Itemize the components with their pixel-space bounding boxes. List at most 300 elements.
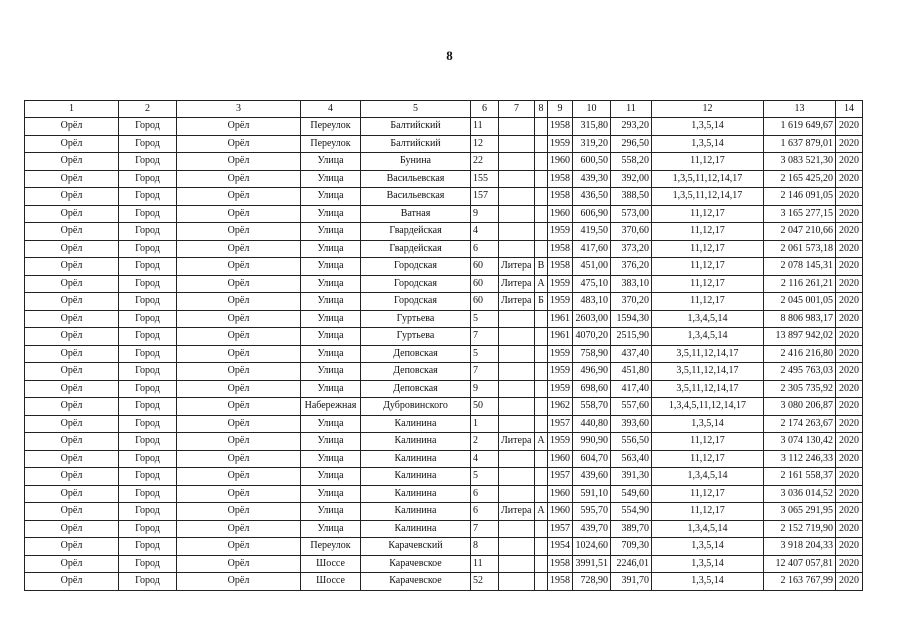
- cell-cost: 12 407 057,81: [764, 555, 836, 573]
- cell-work-types: 11,12,17: [652, 450, 764, 468]
- cell-living-area: 573,00: [611, 205, 652, 223]
- cell-year-built: 1962: [548, 398, 573, 416]
- cell-settlement: Орёл: [177, 293, 301, 311]
- cell-settlement: Орёл: [177, 485, 301, 503]
- cell-settlement-type: Город: [119, 258, 177, 276]
- cell-house-number: 12: [471, 135, 499, 153]
- cell-year-built: 1957: [548, 520, 573, 538]
- cell-city: Орёл: [25, 223, 119, 241]
- cell-city: Орёл: [25, 485, 119, 503]
- cell-settlement: Орёл: [177, 520, 301, 538]
- cell-settlement-type: Город: [119, 503, 177, 521]
- table-row: [25, 555, 863, 573]
- cell-living-area: 393,60: [611, 415, 652, 433]
- cell-street-type: Улица: [301, 380, 361, 398]
- cell-year-built: 1958: [548, 188, 573, 206]
- cell-year-built: 1958: [548, 573, 573, 591]
- cell-settlement-type: Город: [119, 310, 177, 328]
- cell-total-area: 315,80: [573, 118, 611, 136]
- cell-street-type: Улица: [301, 485, 361, 503]
- cell-settlement: Орёл: [177, 223, 301, 241]
- cell-letter: [535, 415, 548, 433]
- cell-year-built: 1961: [548, 328, 573, 346]
- cell-cost: 2 045 001,05: [764, 293, 836, 311]
- cell-letter-label: Литера: [499, 433, 535, 451]
- column-header-letter: 8: [535, 101, 548, 118]
- cell-street-type: Улица: [301, 240, 361, 258]
- cell-city: Орёл: [25, 293, 119, 311]
- cell-settlement-type: Город: [119, 293, 177, 311]
- cell-street-name: Калинина: [361, 485, 471, 503]
- cell-house-number: 7: [471, 328, 499, 346]
- cell-living-area: 437,40: [611, 345, 652, 363]
- cell-city: Орёл: [25, 188, 119, 206]
- cell-cost: 2 061 573,18: [764, 240, 836, 258]
- table-row: [25, 328, 863, 346]
- cell-house-number: 5: [471, 310, 499, 328]
- cell-street-name: Карачевский: [361, 538, 471, 556]
- cell-settlement: Орёл: [177, 363, 301, 381]
- cell-street-type: Улица: [301, 468, 361, 486]
- cell-letter: [535, 538, 548, 556]
- cell-house-number: 9: [471, 205, 499, 223]
- cell-settlement: Орёл: [177, 538, 301, 556]
- cell-city: Орёл: [25, 573, 119, 591]
- cell-house-number: 5: [471, 345, 499, 363]
- cell-work-types: 11,12,17: [652, 433, 764, 451]
- cell-work-types: 1,3,5,11,12,14,17: [652, 188, 764, 206]
- cell-city: Орёл: [25, 275, 119, 293]
- cell-work-types: 1,3,4,5,14: [652, 310, 764, 328]
- cell-street-type: Улица: [301, 293, 361, 311]
- table-row: [25, 170, 863, 188]
- cell-settlement-type: Город: [119, 538, 177, 556]
- cell-letter: [535, 188, 548, 206]
- cell-total-area: 698,60: [573, 380, 611, 398]
- cell-street-type: Улица: [301, 188, 361, 206]
- page-number: 8: [446, 48, 453, 63]
- cell-year-built: 1959: [548, 135, 573, 153]
- cell-street-name: Балтийский: [361, 118, 471, 136]
- cell-settlement-type: Город: [119, 223, 177, 241]
- table-row: [25, 205, 863, 223]
- cell-total-area: 4070,20: [573, 328, 611, 346]
- cell-settlement: Орёл: [177, 415, 301, 433]
- cell-living-area: 370,20: [611, 293, 652, 311]
- table-row: [25, 433, 863, 451]
- cell-total-area: 990,90: [573, 433, 611, 451]
- cell-letter-label: Литера: [499, 293, 535, 311]
- table-row: [25, 573, 863, 591]
- column-header-letter-label: 7: [499, 101, 535, 118]
- cell-settlement-type: Город: [119, 485, 177, 503]
- cell-letter: [535, 310, 548, 328]
- cell-total-area: 419,50: [573, 223, 611, 241]
- cell-settlement: Орёл: [177, 135, 301, 153]
- cell-street-name: Ватная: [361, 205, 471, 223]
- cell-cost: 2 305 735,92: [764, 380, 836, 398]
- cell-total-area: 417,60: [573, 240, 611, 258]
- cell-total-area: 600,50: [573, 153, 611, 171]
- cell-total-area: 451,00: [573, 258, 611, 276]
- cell-settlement-type: Город: [119, 520, 177, 538]
- column-header-city: 1: [25, 101, 119, 118]
- cell-work-types: 1,3,4,5,11,12,14,17: [652, 398, 764, 416]
- cell-cost: 3 165 277,15: [764, 205, 836, 223]
- cell-house-number: 50: [471, 398, 499, 416]
- cell-work-types: 1,3,5,14: [652, 555, 764, 573]
- cell-cost: 3 036 014,52: [764, 485, 836, 503]
- cell-street-name: Гуртьева: [361, 328, 471, 346]
- cell-cost: 13 897 942,02: [764, 328, 836, 346]
- cell-settlement-type: Город: [119, 555, 177, 573]
- cell-settlement: Орёл: [177, 310, 301, 328]
- table-row: [25, 118, 863, 136]
- cell-letter: В: [535, 258, 548, 276]
- table-row: [25, 275, 863, 293]
- cell-year-built: 1957: [548, 415, 573, 433]
- cell-street-name: Калинина: [361, 520, 471, 538]
- cell-living-area: 373,20: [611, 240, 652, 258]
- cell-year-planned: 2020: [836, 293, 863, 311]
- cell-house-number: 7: [471, 520, 499, 538]
- cell-cost: 3 918 204,33: [764, 538, 836, 556]
- cell-cost: 3 112 246,33: [764, 450, 836, 468]
- cell-street-name: Городская: [361, 293, 471, 311]
- cell-city: Орёл: [25, 363, 119, 381]
- cell-year-built: 1960: [548, 485, 573, 503]
- cell-letter-label: [499, 223, 535, 241]
- cell-total-area: 439,30: [573, 170, 611, 188]
- cell-city: Орёл: [25, 398, 119, 416]
- cell-year-built: 1960: [548, 205, 573, 223]
- cell-letter-label: [499, 468, 535, 486]
- cell-living-area: 563,40: [611, 450, 652, 468]
- cell-living-area: 391,30: [611, 468, 652, 486]
- cell-house-number: 9: [471, 380, 499, 398]
- cell-living-area: 391,70: [611, 573, 652, 591]
- cell-settlement-type: Город: [119, 450, 177, 468]
- cell-street-name: Карачевское: [361, 555, 471, 573]
- cell-living-area: 2246,01: [611, 555, 652, 573]
- cell-letter: [535, 328, 548, 346]
- cell-house-number: 4: [471, 450, 499, 468]
- column-header-house-number: 6: [471, 101, 499, 118]
- cell-letter-label: Литера: [499, 258, 535, 276]
- cell-work-types: 11,12,17: [652, 223, 764, 241]
- cell-year-built: 1960: [548, 153, 573, 171]
- cell-settlement-type: Город: [119, 118, 177, 136]
- cell-settlement: Орёл: [177, 555, 301, 573]
- cell-year-built: 1959: [548, 380, 573, 398]
- column-header-work-types: 12: [652, 101, 764, 118]
- cell-street-name: Калинина: [361, 468, 471, 486]
- cell-total-area: 1024,60: [573, 538, 611, 556]
- cell-year-built: 1959: [548, 363, 573, 381]
- cell-work-types: 1,3,5,14: [652, 135, 764, 153]
- cell-street-name: Городская: [361, 258, 471, 276]
- cell-settlement-type: Город: [119, 188, 177, 206]
- cell-street-type: Шоссе: [301, 555, 361, 573]
- cell-total-area: 439,60: [573, 468, 611, 486]
- cell-settlement: Орёл: [177, 118, 301, 136]
- cell-letter-label: Литера: [499, 275, 535, 293]
- cell-letter-label: [499, 205, 535, 223]
- cell-city: Орёл: [25, 450, 119, 468]
- cell-year-planned: 2020: [836, 415, 863, 433]
- cell-cost: 3 083 521,30: [764, 153, 836, 171]
- cell-settlement: Орёл: [177, 573, 301, 591]
- cell-work-types: 1,3,4,5,14: [652, 468, 764, 486]
- cell-settlement: Орёл: [177, 240, 301, 258]
- column-header-street-name: 5: [361, 101, 471, 118]
- cell-living-area: 709,30: [611, 538, 652, 556]
- cell-settlement: Орёл: [177, 188, 301, 206]
- cell-city: Орёл: [25, 555, 119, 573]
- cell-city: Орёл: [25, 135, 119, 153]
- cell-letter-label: [499, 135, 535, 153]
- cell-settlement-type: Город: [119, 135, 177, 153]
- cell-letter: А: [535, 503, 548, 521]
- cell-street-type: Улица: [301, 205, 361, 223]
- cell-street-name: Деповская: [361, 380, 471, 398]
- cell-city: Орёл: [25, 415, 119, 433]
- cell-work-types: 3,5,11,12,14,17: [652, 363, 764, 381]
- cell-house-number: 11: [471, 555, 499, 573]
- cell-settlement-type: Город: [119, 345, 177, 363]
- column-header-living-area: 11: [611, 101, 652, 118]
- cell-year-built: 1954: [548, 538, 573, 556]
- cell-letter: [535, 485, 548, 503]
- cell-settlement: Орёл: [177, 153, 301, 171]
- cell-cost: 2 161 558,37: [764, 468, 836, 486]
- cell-work-types: 1,3,5,14: [652, 415, 764, 433]
- cell-year-planned: 2020: [836, 468, 863, 486]
- cell-settlement: Орёл: [177, 258, 301, 276]
- cell-year-built: 1960: [548, 503, 573, 521]
- cell-year-planned: 2020: [836, 398, 863, 416]
- cell-settlement-type: Город: [119, 153, 177, 171]
- cell-street-type: Улица: [301, 170, 361, 188]
- cell-street-name: Городская: [361, 275, 471, 293]
- cell-letter: А: [535, 275, 548, 293]
- cell-letter: [535, 153, 548, 171]
- cell-work-types: 11,12,17: [652, 503, 764, 521]
- cell-work-types: 11,12,17: [652, 205, 764, 223]
- cell-living-area: 392,00: [611, 170, 652, 188]
- cell-living-area: 370,60: [611, 223, 652, 241]
- cell-letter: [535, 450, 548, 468]
- cell-street-type: Переулок: [301, 538, 361, 556]
- cell-settlement: Орёл: [177, 345, 301, 363]
- cell-living-area: 549,60: [611, 485, 652, 503]
- cell-cost: 2 146 091,05: [764, 188, 836, 206]
- cell-year-planned: 2020: [836, 118, 863, 136]
- cell-living-area: 556,50: [611, 433, 652, 451]
- cell-street-name: Гвардейская: [361, 223, 471, 241]
- cell-settlement-type: Город: [119, 170, 177, 188]
- cell-street-type: Улица: [301, 520, 361, 538]
- cell-total-area: 2603,00: [573, 310, 611, 328]
- cell-year-planned: 2020: [836, 573, 863, 591]
- cell-cost: 2 163 767,99: [764, 573, 836, 591]
- cell-cost: 2 416 216,80: [764, 345, 836, 363]
- cell-total-area: 591,10: [573, 485, 611, 503]
- cell-city: Орёл: [25, 328, 119, 346]
- cell-year-built: 1959: [548, 223, 573, 241]
- table-row: [25, 240, 863, 258]
- cell-settlement: Орёл: [177, 275, 301, 293]
- cell-year-planned: 2020: [836, 503, 863, 521]
- cell-work-types: 1,3,5,11,12,14,17: [652, 170, 764, 188]
- table-row: [25, 520, 863, 538]
- cell-letter-label: [499, 415, 535, 433]
- cell-house-number: 2: [471, 433, 499, 451]
- housing-registry-table: [24, 100, 863, 591]
- cell-year-built: 1959: [548, 433, 573, 451]
- cell-street-type: Улица: [301, 223, 361, 241]
- cell-house-number: 22: [471, 153, 499, 171]
- cell-cost: 1 637 879,01: [764, 135, 836, 153]
- cell-work-types: 11,12,17: [652, 153, 764, 171]
- cell-year-planned: 2020: [836, 223, 863, 241]
- cell-cost: 3 080 206,87: [764, 398, 836, 416]
- cell-settlement-type: Город: [119, 380, 177, 398]
- cell-letter-label: [499, 188, 535, 206]
- cell-letter: [535, 118, 548, 136]
- cell-street-name: Дубровинского: [361, 398, 471, 416]
- cell-letter-label: [499, 170, 535, 188]
- cell-work-types: 1,3,5,14: [652, 538, 764, 556]
- cell-city: Орёл: [25, 538, 119, 556]
- cell-year-built: 1958: [548, 258, 573, 276]
- cell-street-type: Улица: [301, 345, 361, 363]
- cell-house-number: 155: [471, 170, 499, 188]
- table-row: [25, 468, 863, 486]
- table-row: [25, 223, 863, 241]
- cell-work-types: 1,3,4,5,14: [652, 520, 764, 538]
- cell-cost: 3 074 130,42: [764, 433, 836, 451]
- cell-settlement: Орёл: [177, 503, 301, 521]
- cell-year-planned: 2020: [836, 380, 863, 398]
- cell-living-area: 554,90: [611, 503, 652, 521]
- cell-cost: 2 078 145,31: [764, 258, 836, 276]
- cell-year-built: 1959: [548, 275, 573, 293]
- cell-total-area: 496,90: [573, 363, 611, 381]
- cell-total-area: 440,80: [573, 415, 611, 433]
- cell-year-planned: 2020: [836, 520, 863, 538]
- cell-living-area: 296,50: [611, 135, 652, 153]
- cell-year-planned: 2020: [836, 345, 863, 363]
- cell-year-built: 1957: [548, 468, 573, 486]
- cell-settlement: Орёл: [177, 380, 301, 398]
- cell-year-planned: 2020: [836, 258, 863, 276]
- cell-house-number: 60: [471, 275, 499, 293]
- cell-letter: Б: [535, 293, 548, 311]
- cell-house-number: 157: [471, 188, 499, 206]
- cell-street-type: Улица: [301, 433, 361, 451]
- cell-work-types: 3,5,11,12,14,17: [652, 380, 764, 398]
- cell-letter: [535, 468, 548, 486]
- cell-street-name: Васильевская: [361, 170, 471, 188]
- cell-letter-label: [499, 153, 535, 171]
- cell-work-types: 11,12,17: [652, 485, 764, 503]
- cell-letter-label: [499, 380, 535, 398]
- cell-work-types: 11,12,17: [652, 275, 764, 293]
- cell-letter-label: [499, 398, 535, 416]
- cell-house-number: 5: [471, 468, 499, 486]
- cell-year-built: 1958: [548, 555, 573, 573]
- cell-living-area: 293,20: [611, 118, 652, 136]
- cell-house-number: 6: [471, 485, 499, 503]
- cell-letter-label: [499, 538, 535, 556]
- cell-year-built: 1960: [548, 450, 573, 468]
- cell-letter: [535, 555, 548, 573]
- cell-living-area: 451,80: [611, 363, 652, 381]
- cell-total-area: 3991,51: [573, 555, 611, 573]
- cell-settlement: Орёл: [177, 170, 301, 188]
- cell-letter: [535, 363, 548, 381]
- cell-letter: [535, 573, 548, 591]
- cell-total-area: 483,10: [573, 293, 611, 311]
- cell-total-area: 604,70: [573, 450, 611, 468]
- cell-work-types: 11,12,17: [652, 293, 764, 311]
- cell-house-number: 4: [471, 223, 499, 241]
- cell-letter-label: [499, 345, 535, 363]
- cell-house-number: 7: [471, 363, 499, 381]
- cell-year-built: 1958: [548, 170, 573, 188]
- cell-year-planned: 2020: [836, 433, 863, 451]
- cell-settlement: Орёл: [177, 468, 301, 486]
- cell-city: Орёл: [25, 240, 119, 258]
- cell-street-name: Балтийский: [361, 135, 471, 153]
- cell-house-number: 60: [471, 293, 499, 311]
- cell-year-built: 1959: [548, 345, 573, 363]
- cell-street-name: Калинина: [361, 503, 471, 521]
- cell-total-area: 595,70: [573, 503, 611, 521]
- cell-letter-label: [499, 555, 535, 573]
- cell-work-types: 3,5,11,12,14,17: [652, 345, 764, 363]
- cell-letter-label: [499, 520, 535, 538]
- cell-settlement-type: Город: [119, 275, 177, 293]
- table-row: [25, 310, 863, 328]
- cell-total-area: 758,90: [573, 345, 611, 363]
- cell-house-number: 6: [471, 503, 499, 521]
- column-header-settlement-type: 2: [119, 101, 177, 118]
- column-header-total-area: 10: [573, 101, 611, 118]
- cell-letter: [535, 345, 548, 363]
- cell-year-planned: 2020: [836, 450, 863, 468]
- cell-city: Орёл: [25, 118, 119, 136]
- cell-city: Орёл: [25, 468, 119, 486]
- cell-settlement-type: Город: [119, 468, 177, 486]
- cell-living-area: 383,10: [611, 275, 652, 293]
- cell-living-area: 388,50: [611, 188, 652, 206]
- cell-settlement-type: Город: [119, 573, 177, 591]
- cell-city: Орёл: [25, 258, 119, 276]
- cell-letter-label: [499, 363, 535, 381]
- cell-letter: [535, 170, 548, 188]
- table-row: [25, 485, 863, 503]
- cell-year-planned: 2020: [836, 205, 863, 223]
- cell-street-type: Переулок: [301, 118, 361, 136]
- table-row: [25, 450, 863, 468]
- cell-letter: [535, 398, 548, 416]
- cell-total-area: 439,70: [573, 520, 611, 538]
- cell-work-types: 11,12,17: [652, 258, 764, 276]
- cell-city: Орёл: [25, 170, 119, 188]
- cell-year-built: 1958: [548, 240, 573, 258]
